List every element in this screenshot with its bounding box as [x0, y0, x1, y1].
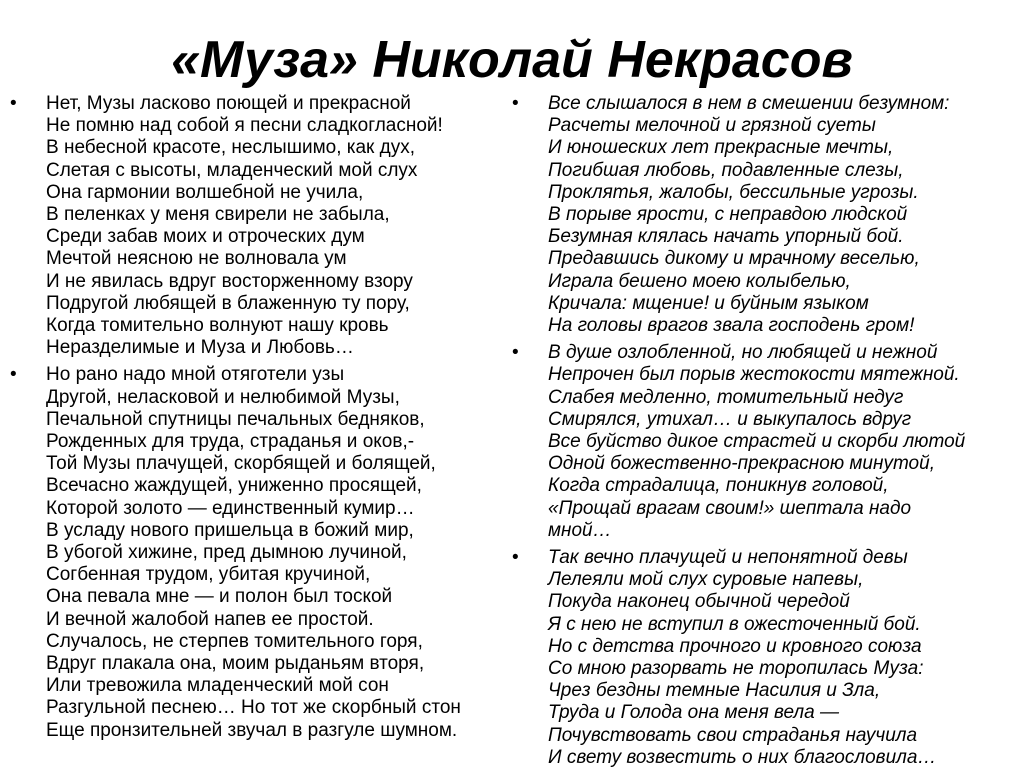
- poem-line: Еще пронзительней звучал в разгуле шумном.: [46, 719, 458, 741]
- poem-line: Которой золото — единственный кумир…: [46, 497, 415, 519]
- poem-line: И свету возвестить о них благословила…: [548, 746, 937, 768]
- poem-line: Но с детства прочного и кровного союза: [548, 635, 922, 657]
- poem-line: В убогой хижине, пред дымною лучиной,: [46, 542, 407, 564]
- poem-line: Все буйство дикое страстей и скорби лютой: [548, 431, 966, 453]
- poem-line: Нет, Музы ласково поющей и прекрасной: [46, 93, 411, 114]
- poem-line: Подругой любящей в блаженную ту пору,: [46, 292, 410, 314]
- poem-line: Не помню над собой я песни сладкогласной!: [46, 115, 443, 137]
- poem-line: Или тревожила младенческий мой сон: [46, 675, 389, 697]
- poem-line: Почувствовать свои страданья научила: [548, 724, 918, 746]
- poem-line: Расчеты мелочной и грязной суеты: [548, 115, 876, 137]
- poem-line: Той Музы плачущей, скорбящей и болящей,: [46, 453, 436, 475]
- bullet-icon: •: [10, 364, 17, 386]
- poem-line: Рожденных для труда, страданья и оков,-: [46, 431, 415, 453]
- poem-line: Когда страдалица, поникнув головой,: [548, 475, 889, 497]
- poem-line: Мечтой неясною не волновала ум: [46, 248, 347, 270]
- poem-line: Предавшись дикому и мрачному веселью,: [548, 248, 920, 270]
- poem-line: Безумная клялась начать упорный бой.: [548, 226, 904, 248]
- poem-line: Слетая с высоты, младенческий мой слух: [46, 159, 418, 181]
- poem-line: На головы врагов звала господень гром!: [548, 315, 915, 337]
- poem-line: Смирялся, утихал… и выкупалось вдруг: [548, 408, 912, 430]
- poem-stanza: [512, 342, 1016, 542]
- poem-line: Всечасно жаждущей, униженно просящей,: [46, 475, 422, 497]
- poem-line: Она гармонии волшебной не учила,: [46, 181, 364, 203]
- poem-line: мной…: [548, 519, 612, 541]
- poem-stanza: [10, 364, 505, 741]
- poem-line: Печальной спутницы печальных бедняков,: [46, 408, 425, 430]
- poem-line: В пеленках у меня свирели не забыла,: [46, 204, 390, 226]
- poem-line: «Прощай врагам своим!» шептала надо: [548, 497, 912, 519]
- poem-line: Так вечно плачущей и непонятной девы: [548, 547, 908, 569]
- poem-line: В душе озлобленной, но любящей и нежной: [548, 342, 938, 364]
- poem-line: И вечной жалобой напев ее простой.: [46, 608, 374, 630]
- poem-line: Другой, неласковой и нелюбимой Музы,: [46, 386, 400, 408]
- poem-line: Среди забав моих и отроческих дум: [46, 226, 365, 248]
- poem-line: В небесной красоте, неслышимо, как дух,: [46, 137, 416, 159]
- poem-stanza: [512, 547, 1016, 769]
- poem-line: И юношеских лет прекрасные мечты,: [548, 137, 894, 159]
- poem-line: Покуда наконец обычной чередой: [548, 591, 850, 613]
- poem-line: В порыве ярости, с неправдою людской: [548, 204, 908, 226]
- poem-line: Слабея медленно, томительный недуг: [548, 386, 904, 408]
- poem-line: Погибшая любовь, подавленные слезы,: [548, 159, 904, 181]
- poem-line: Я с нею не вступил в ожесточенный бой.: [548, 613, 921, 635]
- poem-column-left: [10, 93, 505, 747]
- poem-line: Все слышалося в нем в смешении безумном:: [548, 93, 950, 114]
- poem-line: Когда томительно волнуют нашу кровь: [46, 315, 389, 337]
- poem-line: Труда и Голода она меня вела —: [548, 702, 839, 724]
- poem-line: В усладу нового пришельца в божий мир,: [46, 519, 414, 541]
- poem-line: Вдруг плакала она, моим рыданьям вторя,: [46, 653, 425, 675]
- bullet-icon: •: [512, 93, 519, 114]
- poem-column-right: [512, 93, 1016, 774]
- poem-line: Она певала мне — и полон был тоской: [46, 586, 393, 608]
- poem-line: Чрез бездны темные Насилия и Зла,: [548, 680, 881, 702]
- poem-line: Но рано надо мной отяготели узы: [46, 364, 345, 386]
- poem-line: Неразделимые и Муза и Любовь…: [46, 337, 354, 359]
- poem-line: Со мною разорвать не торопилась Муза:: [548, 658, 924, 680]
- poem-stanza: [512, 93, 1016, 337]
- poem-line: Согбенная трудом, убитая кручиной,: [46, 564, 371, 586]
- poem-line: Разгульной песнею… Но тот же скорбный стон: [46, 697, 461, 719]
- poem-line: Непрочен был порыв жестокости мятежной.: [548, 364, 960, 386]
- poem-line: Кричала: мщение! и буйным языком: [548, 292, 869, 314]
- poem-line: И не явилась вдруг восторженному взору: [46, 270, 413, 292]
- bullet-icon: •: [10, 93, 17, 114]
- poem-stanza: [10, 93, 505, 359]
- slide-title: «Муза» Николай Некрасов: [171, 31, 853, 89]
- poem-line: Проклятья, жалобы, бессильные угрозы.: [548, 181, 919, 203]
- poem-line: Играла бешено моею колыбелью,: [548, 270, 851, 292]
- poem-line: Одной божественно-прекрасною минутой,: [548, 453, 935, 475]
- poem-line: Случалось, не стерпев томительного горя,: [46, 630, 423, 652]
- poem-line: Лелеяли мой слух суровые напевы,: [548, 569, 864, 591]
- bullet-icon: •: [512, 342, 519, 364]
- bullet-icon: •: [512, 547, 519, 569]
